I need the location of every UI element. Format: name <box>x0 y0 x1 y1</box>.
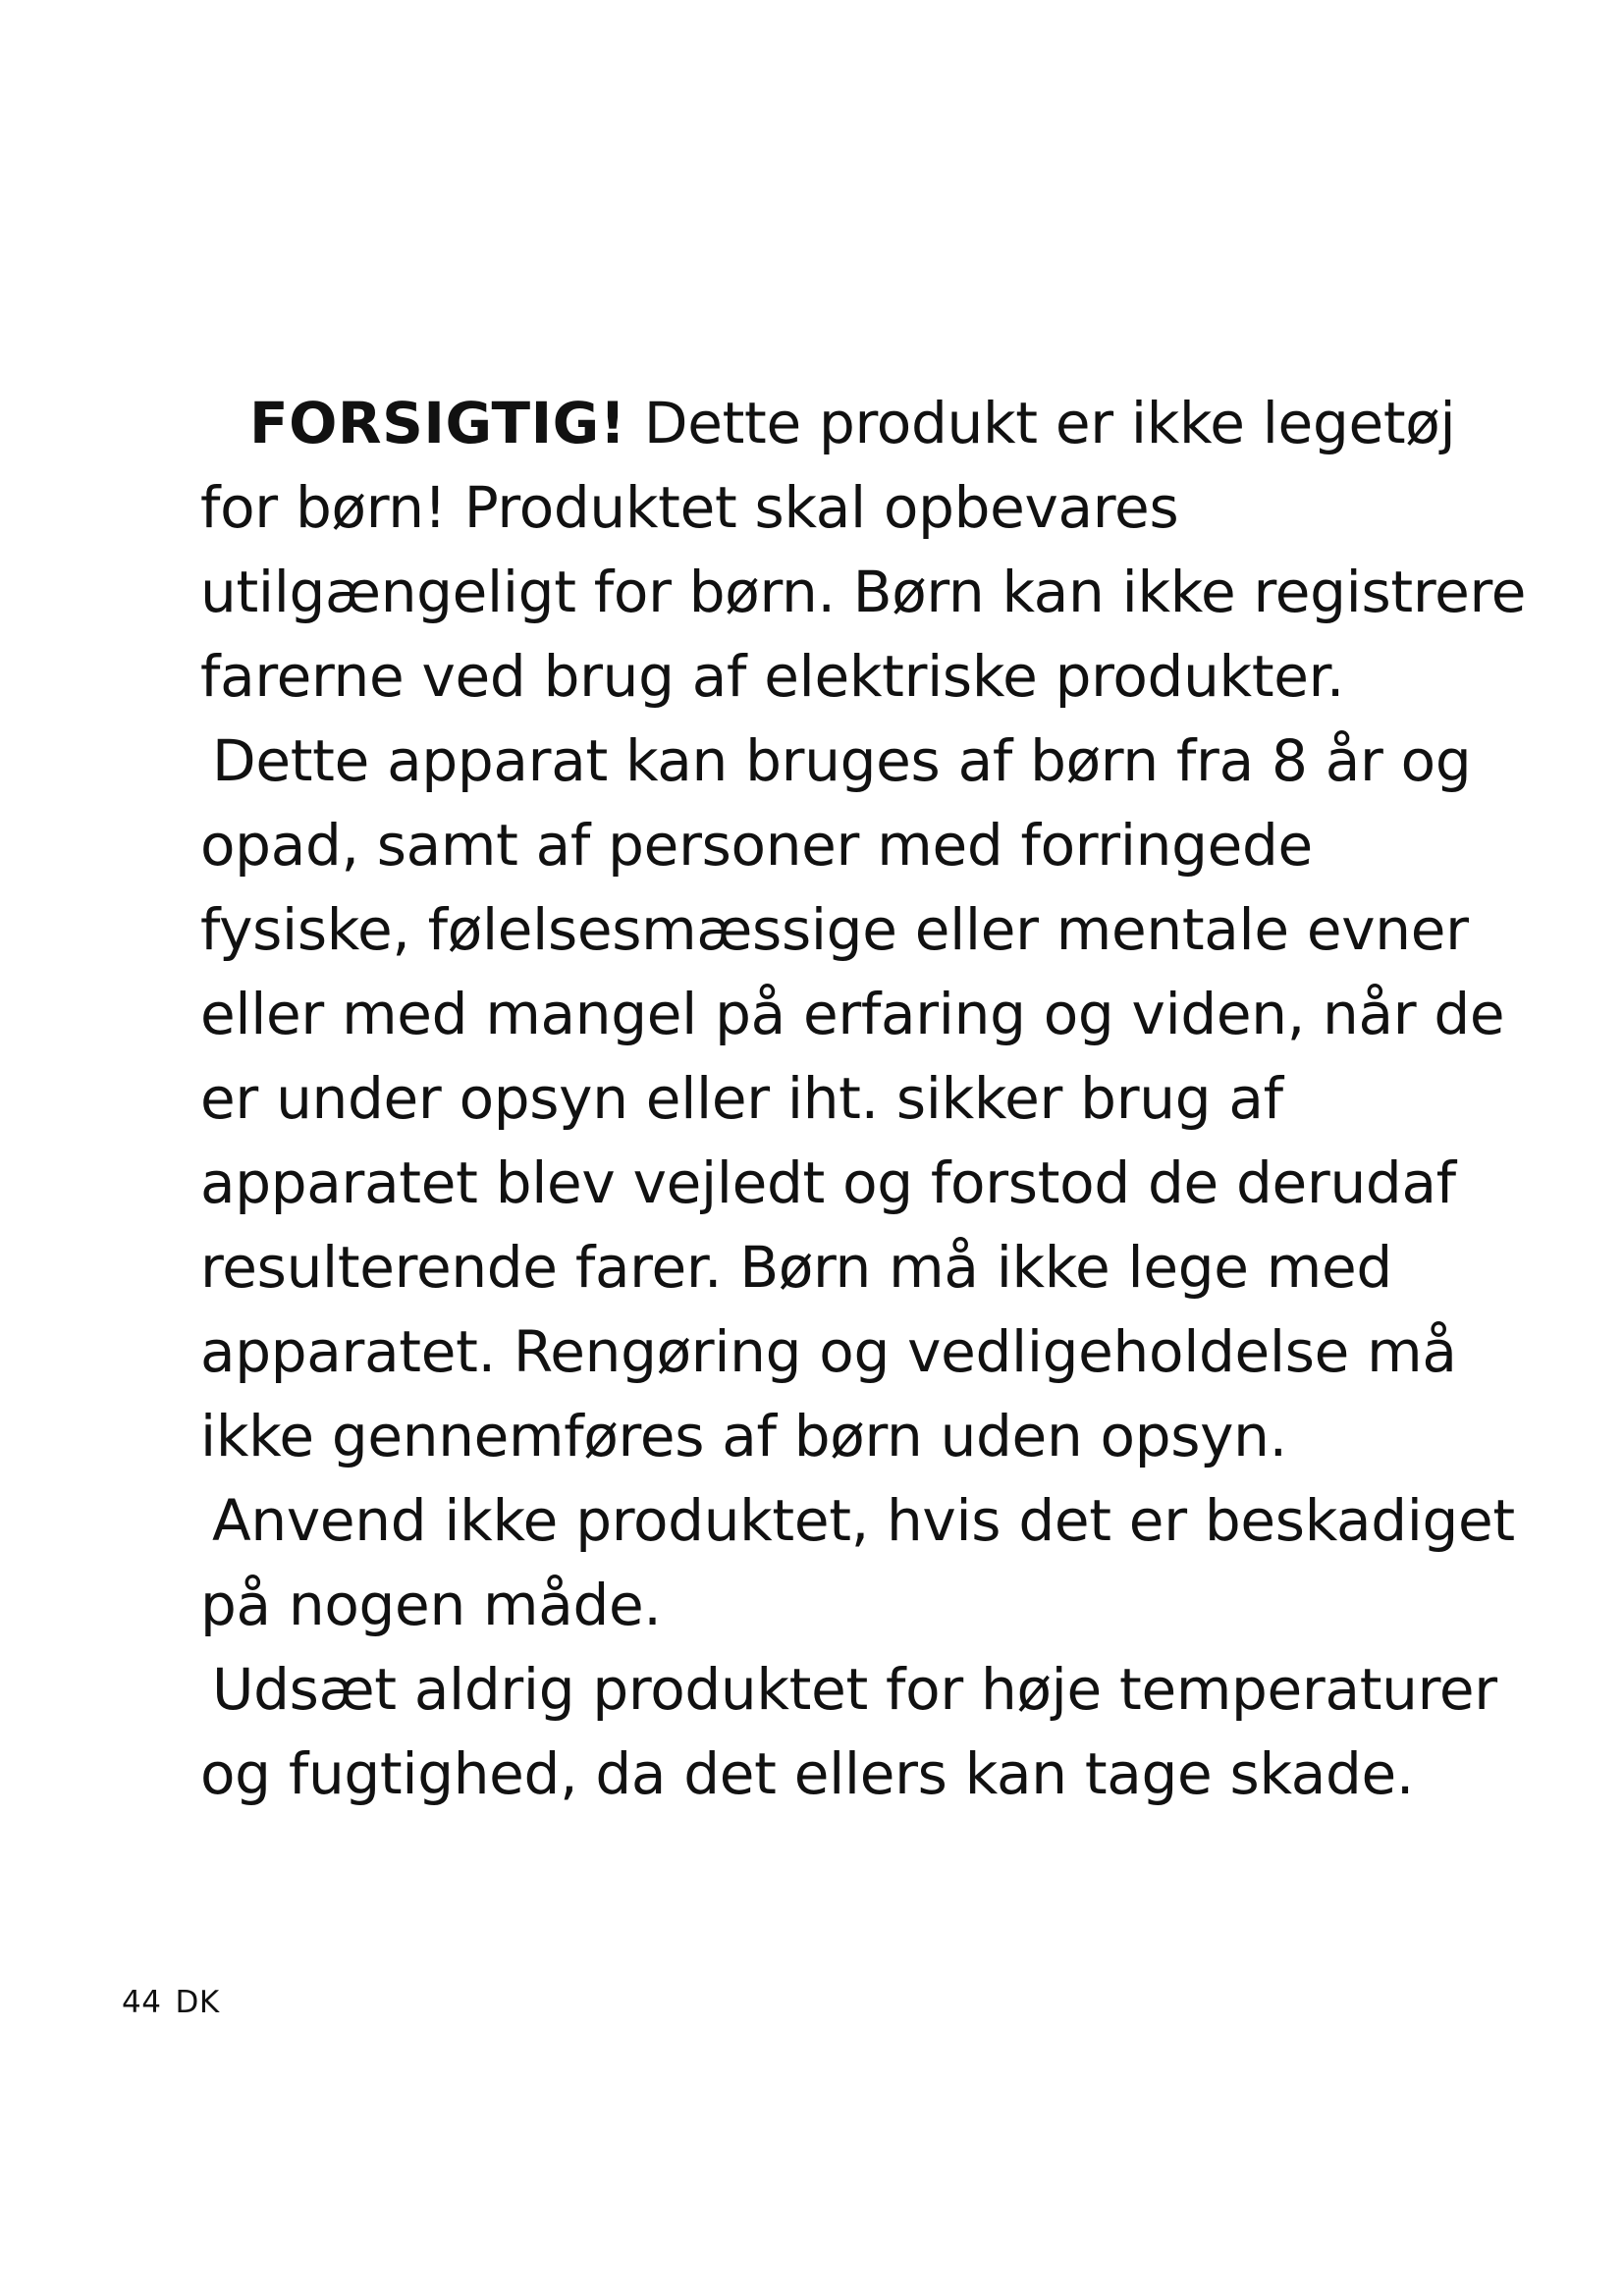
page-number: 44 <box>122 1985 162 2020</box>
paragraph-damage: Anvend ikke produktet, hvis det er beskadiget på nogen måde. <box>200 1487 1515 1638</box>
warning-paragraph <box>200 381 1536 719</box>
paragraph-children-usage: Dette apparat kan bruges af børn fra 8 år og opad, samt af personer med forringede fysiske, følelsesmæssige eller mentale evner eller med mangel på erfaring og viden, når de er under opsyn eller iht. sikker brug af apparatet blev vejledt og forstod de derudaf resulterende farer. Børn må ikke lege med apparatet. Rengøring og vedligeholdelse må ikke gennemføres af børn uden opsyn. <box>200 727 1505 1469</box>
document-body <box>200 381 1536 1816</box>
paragraph-temperature: Udsæt aldrig produktet for høje temperaturer og fugtighed, da det ellers kan tage skade. <box>200 1656 1497 1807</box>
language-code: DK <box>175 1985 220 2020</box>
warning-text: Dette produkt er ikke legetøj for børn! Produktet skal opbevares utilgængeligt for børn. Børn kan ikke registrere farerne ved brug af elektriske produkter. <box>200 390 1527 710</box>
warning-label: FORSIGTIG! <box>249 390 626 456</box>
page-footer <box>122 1983 220 2022</box>
